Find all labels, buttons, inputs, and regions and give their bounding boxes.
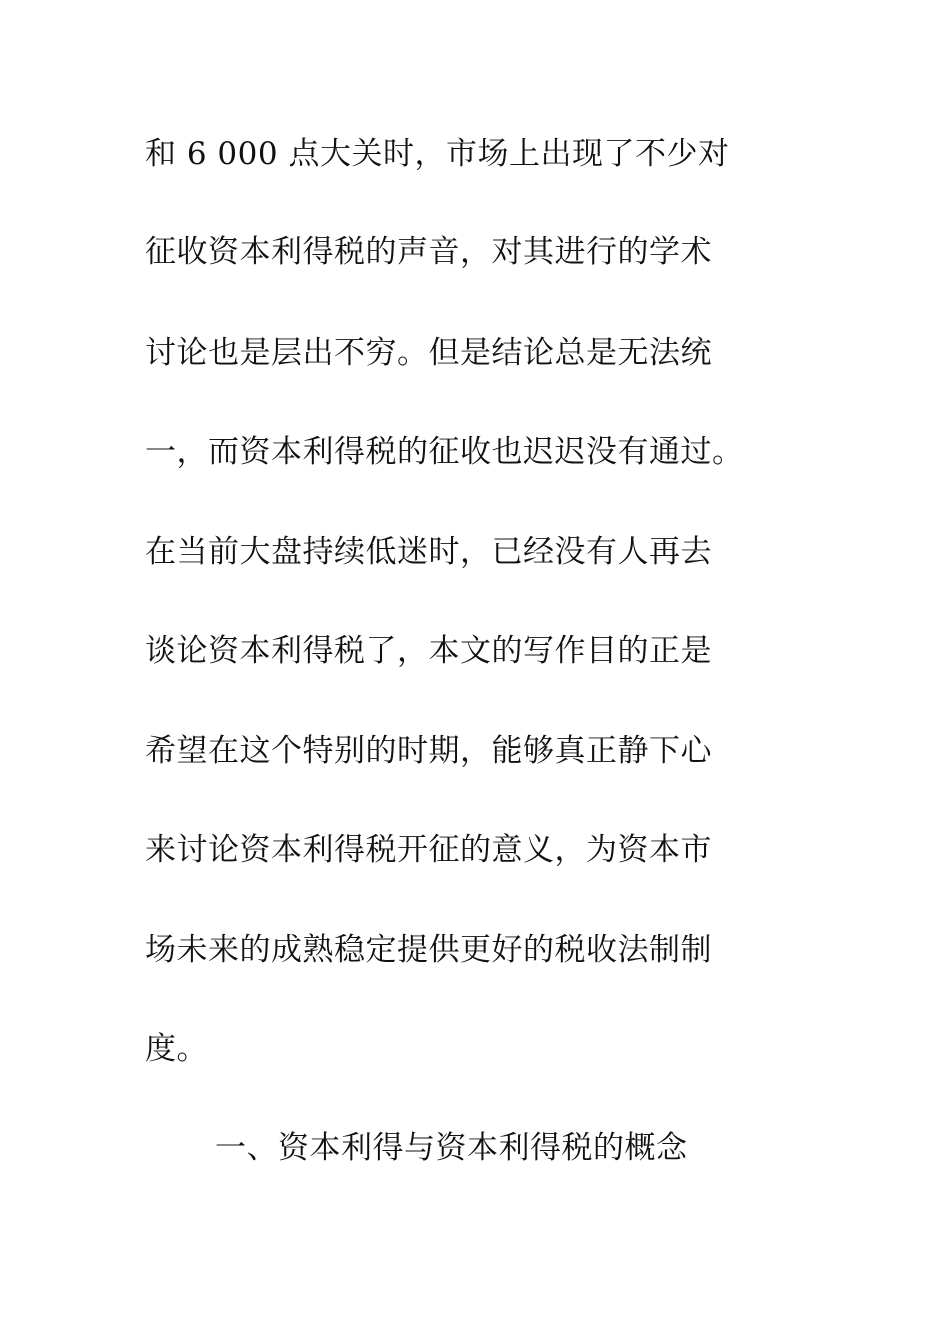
paragraph-line-3: 讨论也是层出不穷。但是结论总是无法统 bbox=[145, 335, 712, 371]
section-heading: 一、资本利得与资本利得税的概念 bbox=[215, 1130, 688, 1166]
paragraph-line-2: 征收资本利得税的声音，对其进行的学术 bbox=[145, 234, 712, 270]
paragraph-line-1: 和 6 000 点大关时，市场上出现了不少对 bbox=[145, 136, 730, 172]
paragraph-line-7: 希望在这个特别的时期，能够真正静下心 bbox=[145, 733, 712, 769]
paragraph-line-5: 在当前大盘持续低迷时，已经没有人再去 bbox=[145, 534, 712, 570]
paragraph-line-8: 来讨论资本利得税开征的意义，为资本市 bbox=[145, 832, 712, 868]
paragraph-line-9: 场未来的成熟稳定提供更好的税收法制制 bbox=[145, 932, 712, 968]
paragraph-line-10: 度。 bbox=[145, 1031, 208, 1067]
paragraph-line-6: 谈论资本利得税了，本文的写作目的正是 bbox=[145, 633, 712, 669]
paragraph-line-4: 一，而资本利得税的征收也迟迟没有通过。 bbox=[145, 434, 744, 470]
